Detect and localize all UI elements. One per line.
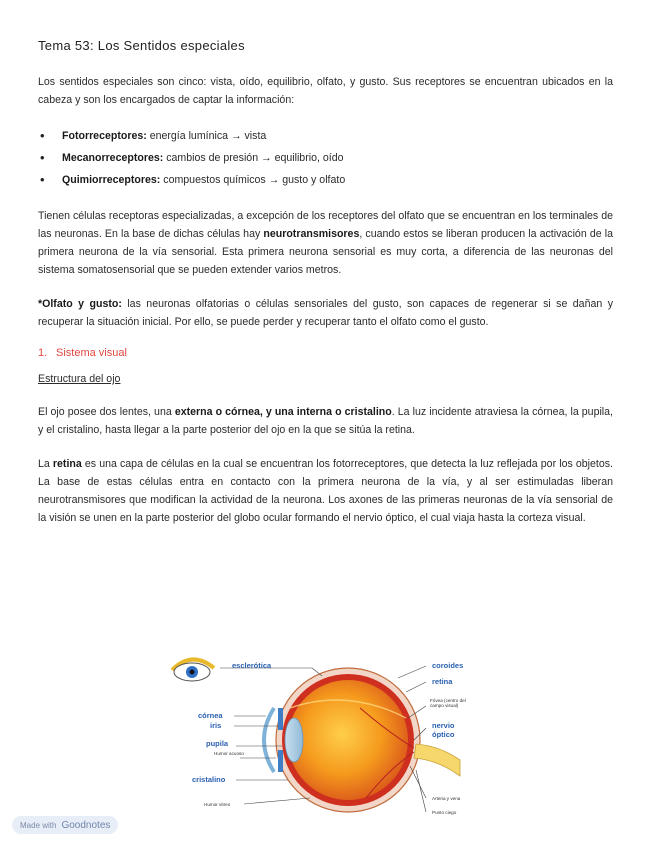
bullet-text: energía lumínica → vista <box>146 130 267 142</box>
receptor-list <box>38 125 613 191</box>
bold-term: externa o córnea, y una interna o cristalino <box>174 406 392 418</box>
bullet-text: cambios de presión → equilibrio, oído <box>163 152 344 164</box>
bullet-text: compuestos químicos → gusto y olfato <box>160 174 346 186</box>
bold-term: *Olfato y gusto: <box>38 298 122 310</box>
label-pupila: pupila <box>206 739 229 748</box>
label-nervio: nervio <box>432 721 455 730</box>
section-title: Sistema visual <box>56 347 127 359</box>
section-heading <box>38 347 613 359</box>
label-humor-acuoso: Humor acuoso <box>214 751 244 756</box>
label-cornea: córnea <box>198 711 223 720</box>
text-run: las neuronas olfatorias o células sensoriales del gusto, son capaces de regenerar si se dañan y recuperar la situación inicial. Por ello, se puede perder y recuperar tanto el olfato como el gusto. <box>38 298 613 328</box>
bullet-term: Mecanorreceptores: <box>62 152 164 164</box>
label-iris: iris <box>210 721 222 730</box>
front-eye-icon <box>172 659 214 681</box>
label-cristalino: cristalino <box>192 775 226 784</box>
subheading: Estructura del ojo <box>38 373 121 385</box>
list-item <box>40 147 613 169</box>
bullet-term: Fotorreceptores: <box>62 130 147 142</box>
text-run: es una capa de células en la cual se encuentran los fotorreceptores, que detecta la luz reflejada por los objetos. La base de estas células entra en contacto con la primera neurona de la vía, y al ser estimuladas liberan neurotransmisores que modifican la actividad de la neurona. Los axones de las primeras neuronas de la vía sensorial de la visión se unen en la parte posterior del globo ocular formando el nervio óptico, el cual viaja hasta la corteza visual. <box>38 458 613 524</box>
label-fovea-box <box>430 698 476 720</box>
text-run: Tienen células receptoras especializadas, a excepción de los receptores del olfato que se encuentran en los terminales de las neuronas. En la base de dichas células hay <box>38 210 613 240</box>
page-title: Tema 53: Los Sentidos especiales <box>38 38 245 53</box>
bold-term: retina <box>52 458 82 470</box>
label-fovea: Fóvea (centro del campo visual) <box>430 698 466 709</box>
label-arteria: Arteria y vena <box>432 796 461 801</box>
badge-made-with: Made with <box>20 820 57 830</box>
bold-term: neurotransmisores <box>263 228 360 240</box>
bullet-term: Quimiorreceptores: <box>62 174 161 186</box>
olfato-gusto-paragraph <box>38 295 613 331</box>
eye-diagram <box>170 648 476 828</box>
eye-diagram-svg <box>170 648 476 828</box>
eyeball-cross-section <box>264 668 460 812</box>
retina-paragraph <box>38 455 613 527</box>
intro-paragraph: Los sentidos especiales son cinco: vista, oído, equilibrio, olfato, y gusto. Sus receptores se encuentran ubicados en la cabeza y son los encargados de captar la información: <box>38 76 613 106</box>
label-coroides: coroides <box>432 661 464 670</box>
label-humor-vitreo: Humor vitreo <box>204 802 231 807</box>
label-punto-ciego: Punto ciego <box>432 810 457 815</box>
label-esclerotica: esclerótica <box>232 661 272 670</box>
text-run: La <box>38 458 53 470</box>
text-run: , cuando estos se liberan producen la activación de la primera neurona de la vía sensorial. Esta primera neurona sensorial es muy corta, a diferencia de las neuronas del sistema somatosensorial que se pueden extender varios metros. <box>38 228 613 276</box>
section-number: 1. <box>38 347 48 359</box>
text-run: . La luz incidente atraviesa la córnea, la pupila, y el cristalino, hasta llegar a la parte posterior del ojo en la que se sitúa la retina. <box>38 406 613 436</box>
receptor-cells-paragraph <box>38 207 613 279</box>
list-item <box>40 125 613 147</box>
text-run: El ojo posee dos lentes, una <box>38 406 175 418</box>
lentes-paragraph <box>38 403 613 439</box>
document-page <box>38 38 613 543</box>
list-item <box>40 169 613 191</box>
goodnotes-badge <box>12 816 118 834</box>
label-optico: óptico <box>432 730 455 739</box>
badge-brand: Goodnotes <box>61 819 111 831</box>
label-retina: retina <box>432 677 453 686</box>
